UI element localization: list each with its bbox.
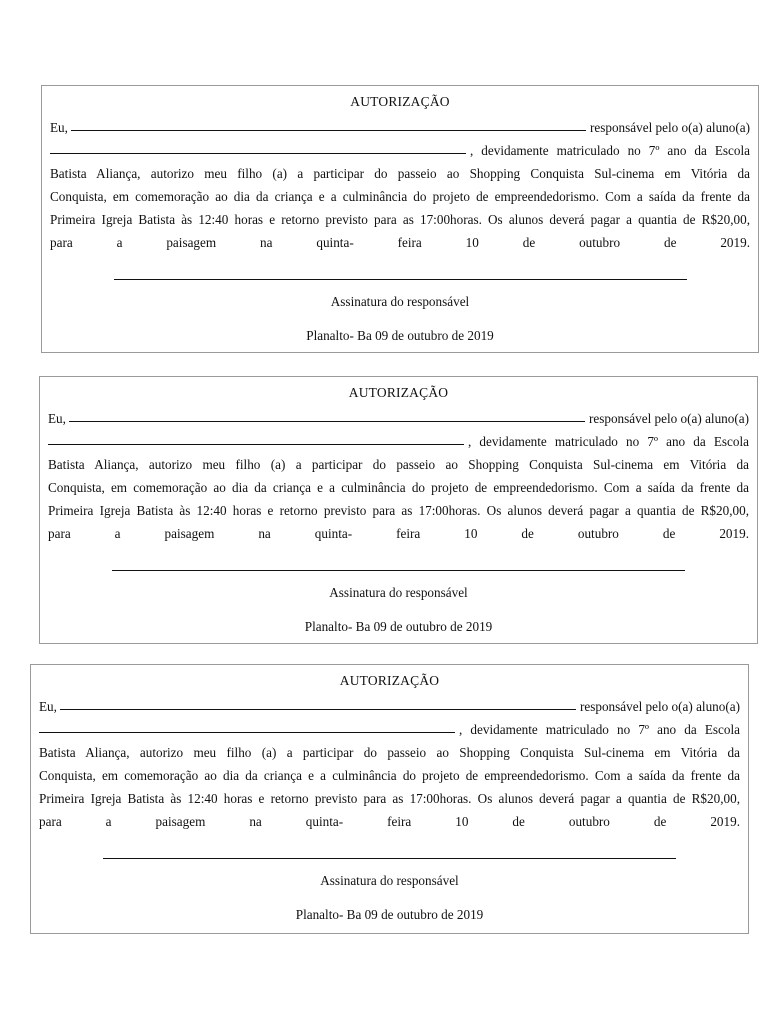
guardian-name-line	[48, 407, 749, 430]
guardian-name-line	[50, 116, 750, 139]
student-name-blank[interactable]	[50, 139, 466, 154]
guardian-name-blank[interactable]	[60, 695, 576, 710]
signature-line[interactable]	[112, 569, 685, 571]
body-line: Conquista, em comemoração ao dia da criança e a culminância do projeto de empreendedorismo. Com a saída da frente da	[39, 768, 740, 783]
authorization-form-3	[30, 664, 749, 934]
signature-label: Assinatura do responsável	[320, 873, 459, 888]
form-title: AUTORIZAÇÃO	[339, 673, 440, 688]
place-date: Planalto- Ba 09 de outubro de 2019	[295, 907, 484, 922]
body-line: Batista Aliança, autorizo meu filho (a) a participar do passeio ao Shopping Conquista Sul-cinema em Vitória da	[48, 457, 749, 472]
body-line: Primeira Igreja Batista às 12:40 horas e retorno previsto para as 17:00horas. Os alunos deverá pagar a quantia de R$20,00,	[50, 212, 750, 227]
line-prefix: Eu,	[39, 699, 57, 714]
form-title: AUTORIZAÇÃO	[348, 385, 449, 400]
body-line: para a paisagem na quinta- feira 10 de outubro de 2019.	[50, 235, 750, 250]
line-prefix: Eu,	[50, 120, 68, 135]
body-line: Primeira Igreja Batista às 12:40 horas e retorno previsto para as 17:00horas. Os alunos deverá pagar a quantia de R$20,00,	[39, 791, 740, 806]
authorization-form-2	[39, 376, 758, 644]
student-name-line	[48, 430, 749, 453]
guardian-name-blank[interactable]	[71, 116, 586, 131]
line-suffix: responsável pelo o(a) aluno(a)	[589, 120, 750, 135]
place-date: Planalto- Ba 09 de outubro de 2019	[304, 619, 493, 634]
body-line: Batista Aliança, autorizo meu filho (a) a participar do passeio ao Shopping Conquista Sul-cinema em Vitória da	[39, 745, 740, 760]
body-line: para a paisagem na quinta- feira 10 de outubro de 2019.	[39, 814, 740, 829]
signature-label: Assinatura do responsável	[329, 585, 468, 600]
line-suffix: responsável pelo o(a) aluno(a)	[579, 699, 740, 714]
body-line: para a paisagem na quinta- feira 10 de outubro de 2019.	[48, 526, 749, 541]
signature-line[interactable]	[103, 857, 676, 859]
place-date: Planalto- Ba 09 de outubro de 2019	[306, 328, 494, 343]
student-name-line	[50, 139, 750, 162]
form-body	[50, 116, 750, 254]
student-name-blank[interactable]	[39, 718, 455, 733]
signature-label: Assinatura do responsável	[330, 294, 470, 309]
body-line: Primeira Igreja Batista às 12:40 horas e retorno previsto para as 17:00horas. Os alunos deverá pagar a quantia de R$20,00,	[48, 503, 749, 518]
line-suffix: , devidamente matriculado no 7º ano da Escola	[470, 143, 750, 158]
body-line: Conquista, em comemoração ao dia da criança e a culminância do projeto de empreendedorismo. Com a saída da frente da	[48, 480, 749, 495]
line-suffix: , devidamente matriculado no 7º ano da Escola	[468, 434, 749, 449]
guardian-name-line	[39, 695, 740, 718]
line-suffix: responsável pelo o(a) aluno(a)	[588, 411, 749, 426]
line-prefix: Eu,	[48, 411, 66, 426]
guardian-name-blank[interactable]	[69, 407, 585, 422]
signature-line[interactable]	[114, 278, 687, 280]
student-name-blank[interactable]	[48, 430, 464, 445]
form-title: AUTORIZAÇÃO	[350, 94, 450, 109]
form-body	[39, 695, 740, 833]
body-line: Conquista, em comemoração ao dia da criança e a culminância do projeto de empreendedorismo. Com a saída da frente da	[50, 189, 750, 204]
line-suffix: , devidamente matriculado no 7º ano da Escola	[459, 722, 740, 737]
authorization-form-1	[41, 85, 759, 353]
student-name-line	[39, 718, 740, 741]
form-body	[48, 407, 749, 545]
body-line: Batista Aliança, autorizo meu filho (a) a participar do passeio ao Shopping Conquista Sul-cinema em Vitória da	[50, 166, 750, 181]
